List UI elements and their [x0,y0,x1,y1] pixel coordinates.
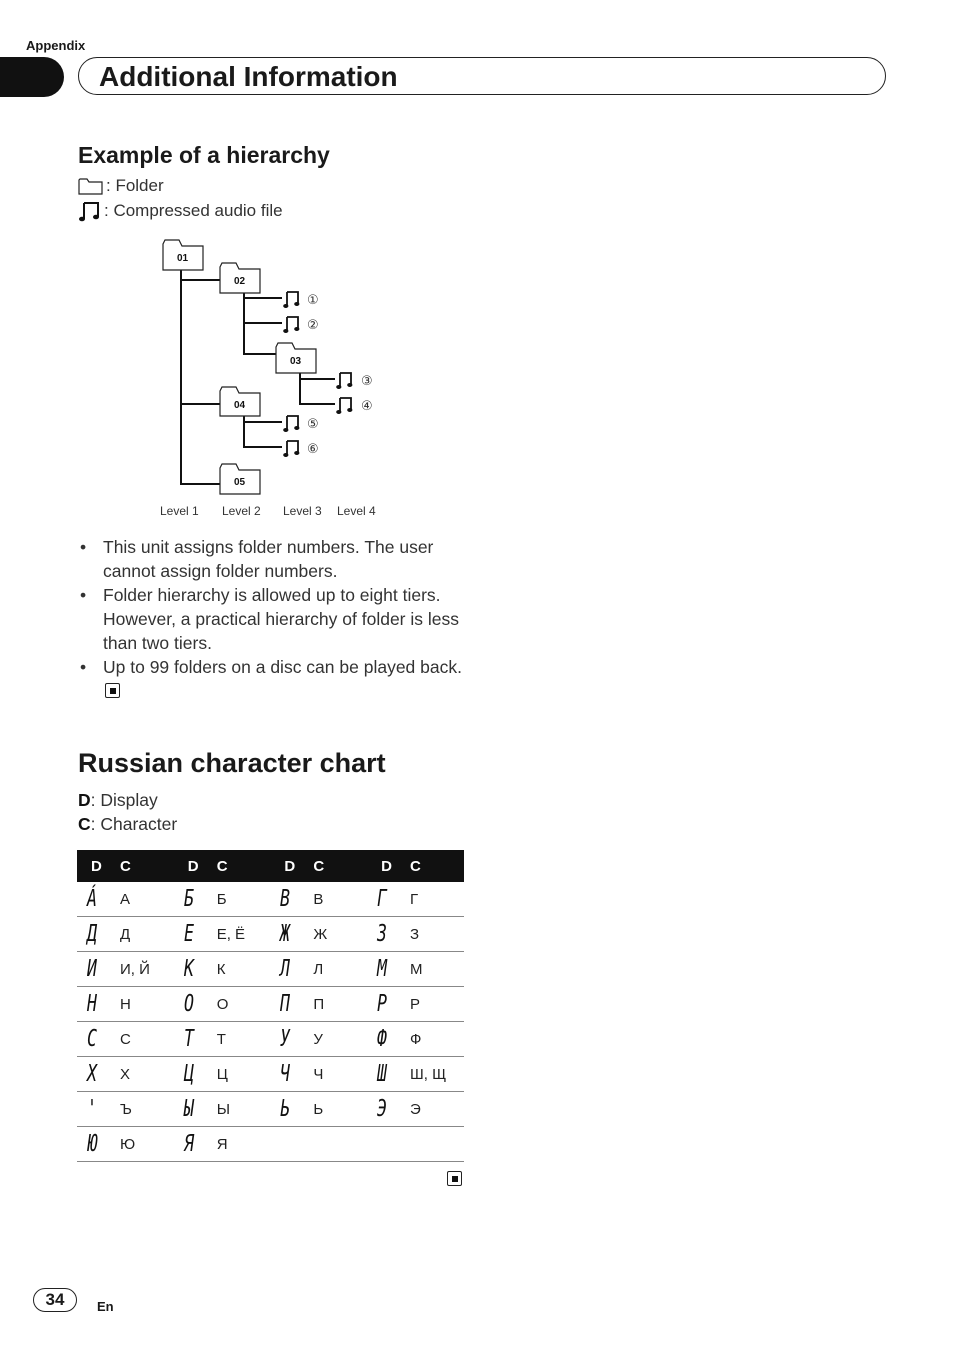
display-glyph: Л [280,956,291,982]
music-note-icon [336,373,352,389]
character-cell: Ы [217,1092,271,1127]
display-glyph-cell [270,882,313,917]
display-glyph-cell [367,952,410,987]
character-cell: О [217,987,271,1022]
display-glyph: Т [183,1026,194,1052]
display-glyph-cell [270,1092,313,1127]
character-cell: Х [120,1057,174,1092]
table-row [77,1092,464,1127]
section-tab [0,57,64,97]
character-cell: Ж [313,917,367,952]
display-glyph: Я [183,1131,194,1157]
display-glyph: Ш [377,1061,388,1087]
character-cell: Н [120,987,174,1022]
display-glyph-cell [270,917,313,952]
display-glyph: Х [87,1061,97,1087]
character-cell: Я [217,1127,271,1162]
display-glyph-cell [174,1127,217,1162]
display-glyph: С [87,1026,97,1052]
character-cell: Ь [313,1092,367,1127]
column-header: C [410,850,464,882]
hierarchy-heading: Example of a hierarchy [78,142,330,168]
list-item: • Folder hierarchy is allowed up to eight tiers. However, a practical hierarchy of folder is less than two tiers. [80,585,459,653]
display-glyph-cell [77,1092,120,1127]
level-1-label: Level 1 [160,504,199,518]
music-note-icon [78,200,102,222]
hierarchy-diagram [140,232,400,522]
page-number: 34 [33,1288,77,1312]
table-row [77,1057,464,1092]
display-glyph: Э [377,1096,388,1122]
hierarchy-notes [78,535,468,703]
display-glyph-cell [77,1127,120,1162]
end-mark [445,1171,462,1190]
folder-icon [78,176,104,196]
legend-audio-label: : Compressed audio file [104,201,283,220]
display-glyph: Ц [183,1061,194,1087]
character-cell: Г [410,882,464,917]
file-number-5: ⑤ [307,417,319,432]
display-glyph: М [377,956,388,982]
display-glyph-cell [270,1057,313,1092]
table-row [77,987,464,1022]
music-note-icon [283,416,299,432]
display-glyph-cell [367,882,410,917]
file-number-1: ① [307,293,319,308]
end-mark-icon [105,683,120,698]
character-cell: Р [410,987,464,1022]
display-glyph: П [280,991,291,1017]
display-glyph: У [280,1026,291,1052]
character-cell: Ш, Щ [410,1057,464,1092]
character-cell: З [410,917,464,952]
character-cell: Ц [217,1057,271,1092]
display-glyph-cell [77,917,120,952]
character-cell: П [313,987,367,1022]
character-cell [410,1127,464,1162]
display-glyph: Н [87,991,97,1017]
character-cell: А [120,882,174,917]
character-cell: Ч [313,1057,367,1092]
column-header: D [77,850,120,882]
display-glyph-cell [367,1092,410,1127]
russian-chart-heading: Russian character chart [78,748,386,778]
display-glyph-cell [367,1057,410,1092]
display-glyph-cell [174,882,217,917]
column-header: D [174,850,217,882]
display-glyph: Р [377,991,388,1017]
file-number-4: ④ [361,399,373,414]
column-header: D [270,850,313,882]
character-cell: К [217,952,271,987]
display-glyph-cell [174,1022,217,1057]
character-cell: М [410,952,464,987]
display-glyph: ' [87,1096,97,1122]
character-cell: Т [217,1022,271,1057]
legend-character-label: : Character [90,814,178,834]
display-glyph: З [377,921,388,947]
character-cell: С [120,1022,174,1057]
character-cell: Ю [120,1127,174,1162]
display-glyph: Ы [183,1096,194,1122]
display-glyph: В [280,886,291,912]
russian-character-table [77,850,464,1162]
character-cell: Б [217,882,271,917]
legend-character-key: C [78,814,91,834]
character-cell [313,1127,367,1162]
character-cell: Ф [410,1022,464,1057]
folder-02-label: 02 [234,276,246,287]
level-4-label: Level 4 [337,504,376,518]
character-cell: Л [313,952,367,987]
display-glyph: О [183,991,194,1017]
display-glyph: Б [183,886,194,912]
display-glyph: Á [87,886,97,912]
table-row [77,917,464,952]
column-header: C [120,850,174,882]
character-cell: Ъ [120,1092,174,1127]
table-body [77,882,464,1162]
display-glyph: Г [377,886,388,912]
music-note-icon [336,398,352,414]
display-glyph-cell [367,987,410,1022]
list-item: • This unit assigns folder numbers. The user cannot assign folder numbers. [80,537,434,581]
display-glyph-cell [77,1057,120,1092]
section-label: Appendix [26,38,86,53]
character-cell: В [313,882,367,917]
list-item-text: Folder hierarchy is allowed up to eight tiers. However, a practical hierarchy of folder is less than two tiers. [103,585,459,653]
title-bar [78,57,886,95]
display-glyph-cell [270,987,313,1022]
character-cell: Д [120,917,174,952]
column-header: C [217,850,271,882]
file-number-6: ⑥ [307,442,319,457]
legend-audio [78,200,283,222]
list-item-text: This unit assigns folder numbers. The user cannot assign folder numbers. [103,537,434,581]
display-glyph: Ф [377,1026,388,1052]
display-glyph: Ж [280,921,291,947]
legend-character [78,814,177,835]
page-title: Additional Information [99,61,398,92]
music-note-icon [283,292,299,308]
legend-folder [78,176,164,196]
display-glyph-cell [174,1092,217,1127]
character-cell: И, Й [120,952,174,987]
music-note-icon [283,441,299,457]
display-glyph: Ь [280,1096,291,1122]
table-row [77,952,464,987]
table-row [77,1127,464,1162]
display-glyph: Ю [87,1131,97,1157]
legend-display-key: D [78,790,91,810]
display-glyph-cell [77,1022,120,1057]
folder-05-label: 05 [234,477,246,488]
display-glyph-cell [270,952,313,987]
legend-folder-label: : Folder [106,176,164,195]
list-item: • Up to 99 folders on a disc can be played back. [78,655,468,703]
display-glyph-cell [367,917,410,952]
legend-display [78,790,158,811]
music-note-icon [283,317,299,333]
table-row [77,1022,464,1057]
display-glyph-cell [174,952,217,987]
display-glyph-cell [174,917,217,952]
table-header-row [77,850,464,882]
display-glyph-cell [270,1022,313,1057]
level-2-label: Level 2 [222,504,261,518]
folder-01-label: 01 [177,253,189,264]
character-cell: У [313,1022,367,1057]
display-glyph: К [183,956,194,982]
display-glyph-cell [174,987,217,1022]
column-header: D [367,850,410,882]
legend-display-label: : Display [90,790,158,810]
list-item-text: Up to 99 folders on a disc can be played back. [103,657,462,677]
display-glyph-cell [270,1127,313,1162]
folder-03-label: 03 [290,356,302,367]
display-glyph: Е [183,921,194,947]
table-row [77,882,464,917]
display-glyph: Ч [280,1061,291,1087]
file-number-2: ② [307,318,319,333]
folder-04-label: 04 [234,400,246,411]
file-number-3: ③ [361,374,373,389]
display-glyph-cell [77,882,120,917]
display-glyph-cell [367,1022,410,1057]
character-cell: Е, Ё [217,917,271,952]
end-mark-icon [447,1171,462,1186]
display-glyph-cell [174,1057,217,1092]
language-label: En [97,1299,114,1314]
level-3-label: Level 3 [283,504,322,518]
display-glyph-cell [77,952,120,987]
display-glyph-cell [367,1127,410,1162]
display-glyph-cell [77,987,120,1022]
display-glyph: И [87,956,97,982]
character-cell: Э [410,1092,464,1127]
column-header: C [313,850,367,882]
display-glyph: Д [87,921,97,947]
